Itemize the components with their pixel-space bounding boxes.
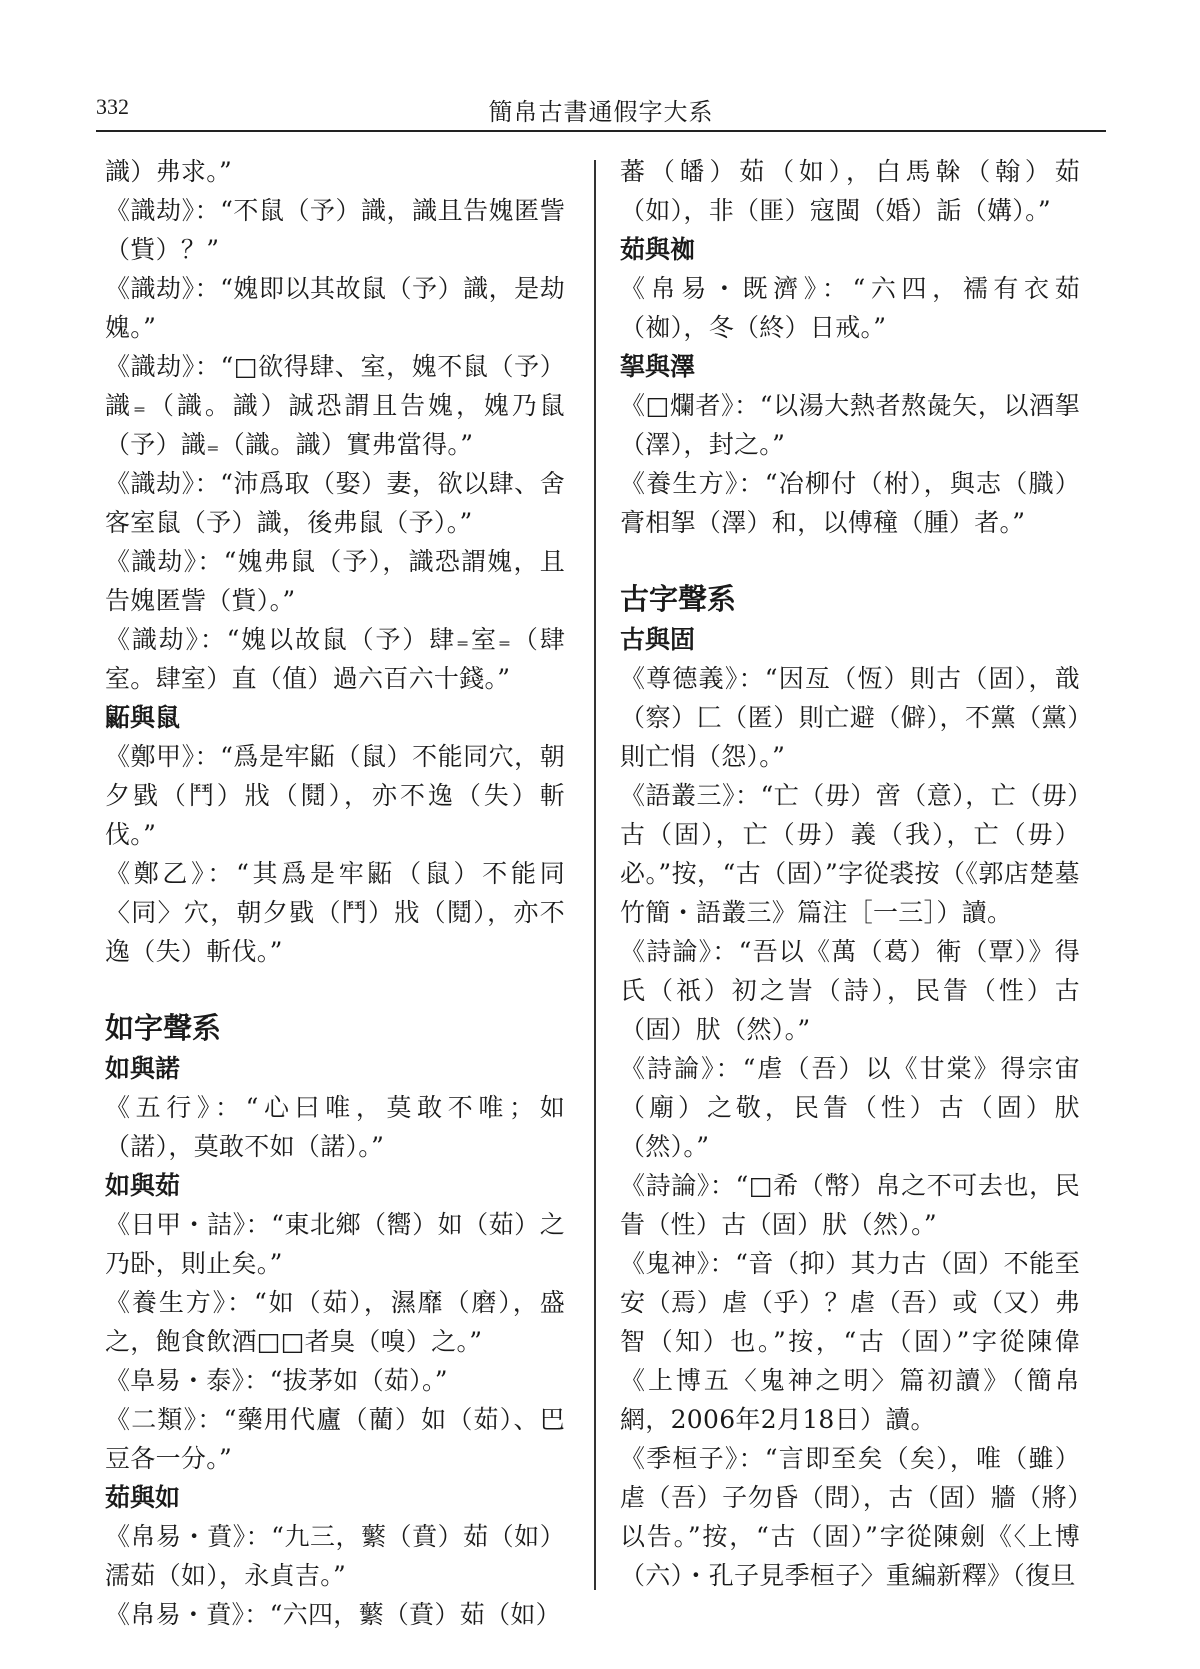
section-heading: 古字聲系 (620, 582, 737, 616)
entry-heading: 如與諾 (105, 1054, 181, 1083)
entry-heading: 茹與袽 (620, 235, 696, 264)
citation-paragraph: 《帛易・賁》：“六四，蘩（賁）茹（如） (105, 1600, 561, 1629)
citation-paragraph: 《養生方》：“冶柳付（柎），與志（膱）膏相挐（澤）和，以傅穜（腫）者。” (620, 469, 1080, 537)
citation-paragraph: 《識劫》：“沛爲取（娶）妻，欲以肆、舍客室鼠（予）識，後弗鼠（予）。” (105, 469, 565, 537)
citation-paragraph: 《帛易・既濟》：“六四，襦有衣茹（袽），冬（終）日戒。” (620, 274, 1080, 342)
column-divider (594, 160, 596, 1590)
citation-paragraph: 《詩論》：“吾以《萬（葛）䡓（覃）》得氏（祇）初之訔（詩），民眚（性）古（固）肰（然）。” (620, 937, 1080, 1044)
citation-paragraph: 《識劫》：“媿以故鼠（予）肆₌室₌（肆室。肆室）直（值）過六百六十錢。” (105, 625, 565, 693)
section-gap (620, 542, 1080, 578)
page-number: 332 (96, 94, 129, 119)
citation-paragraph: 《鄭甲》：“爲是牢鼫（鼠）不能同穴，朝夕戥（鬥）戕（鬩），亦不逸（失）斬伐。” (105, 742, 565, 849)
citation-paragraph: 《養生方》：“如（茹），濕靡（磨），盛之，飽食飲酒□□者臭（嗅）之。” (105, 1288, 565, 1356)
citation-paragraph: 《尊德義》：“因亙（恆）則古（固），戠（察）匚（匿）則亡避（僻），不黨（黨）則亡悁（怨）。” (620, 664, 1080, 771)
entry-heading: 鼫與鼠 (105, 703, 181, 732)
citation-paragraph: 《季桓子》：“言即至矣（矣），唯（雖）虐（吾）子勿昏（問），古（固）牆（將）以告。”按，“古（固）”字從陳劍《〈上博（六）・孔子見季桓子〉重編新釋》（復旦 (620, 1444, 1080, 1590)
citation-paragraph: 《帛易・賁》：“九三，蘩（賁）茹（如）濡茹（如），永貞吉。” (105, 1522, 565, 1590)
citation-paragraph: 《語叢三》：“亡（毋）啻（意），亡（毋）古（固），亡（毋）義（我），亡（毋）必。”按，“古（固）”字從裘按（《郭店楚墓竹簡・語叢三》篇注［一三］）讀。 (620, 781, 1080, 927)
citation-paragraph: 《詩論》：“□希（幣）帛之不可去也，民眚（性）古（固）肰（然）。” (620, 1171, 1080, 1239)
citation-paragraph: 《識劫》：“媿弗鼠（予），識恐謂媿，且告媿匿訾（貲）。” (105, 547, 565, 615)
right-column (620, 152, 1080, 1595)
entry-heading: 如與茹 (105, 1171, 181, 1200)
page-header (96, 92, 1106, 132)
citation-paragraph: 《鬼神》：“音（抑）其力古（固）不能至安（焉）虐（乎）？虐（吾）或（又）弗智（知）也。”按，“古（固）”字從陳偉《上博五〈鬼神之明〉篇初讀》（簡帛網，2006年2月18日）讀。 (620, 1249, 1080, 1434)
citation-paragraph: 蕃（皤）茹（如），白馬榦（翰）茹（如），非（匪）寇閩（婚）詬（媾）。” (620, 157, 1080, 225)
citation-paragraph: 《日甲・詰》：“東北鄉（嚮）如（茹）之乃卧，則止矣。” (105, 1210, 565, 1278)
citation-paragraph: 《識劫》：“□欲得肆、室，媿不鼠（予）識₌（識。識）誠恐謂且告媿，媿乃鼠（予）識₌（識。識）實弗當得。” (105, 352, 565, 459)
citation-paragraph: 《詩論》：“虐（吾）以《甘棠》得宗宙（廟）之敬，民眚（性）古（固）肰（然）。” (620, 1054, 1080, 1161)
citation-paragraph: 《二類》：“藥用代廬（藺）如（茹）、巴豆各一分。” (105, 1405, 565, 1473)
citation-paragraph: 《五行》：“心曰唯，莫敢不唯；如（諾），莫敢不如（諾）。” (105, 1093, 565, 1161)
citation-paragraph: 《鄭乙》：“其爲是牢鼫（鼠）不能同〈同〉穴，朝夕戥（鬥）戕（鬩），亦不逸（失）斬伐。” (105, 859, 565, 966)
section-gap (105, 971, 565, 1007)
section-heading: 如字聲系 (105, 1011, 222, 1045)
running-title: 簡帛古書通假字大系 (488, 98, 714, 126)
left-column (105, 152, 565, 1634)
citation-paragraph: 《識劫》：“不鼠（予）識，識且告媿匿訾（貲）？” (105, 196, 565, 264)
entry-heading: 古與固 (620, 625, 696, 654)
citation-paragraph: 《阜易・泰》：“拔茅如（茹）。” (105, 1366, 448, 1395)
entry-heading: 茹與如 (105, 1483, 181, 1512)
citation-paragraph: 《識劫》：“媿即以其故鼠（予）識，是劫媿。” (105, 274, 565, 342)
citation-paragraph: 識）弗求。” (105, 157, 233, 186)
entry-heading: 挐與澤 (620, 352, 696, 381)
citation-paragraph: 《□爛者》：“以湯大熱者熬彘矢，以酒挐（澤），封之。” (620, 391, 1080, 459)
